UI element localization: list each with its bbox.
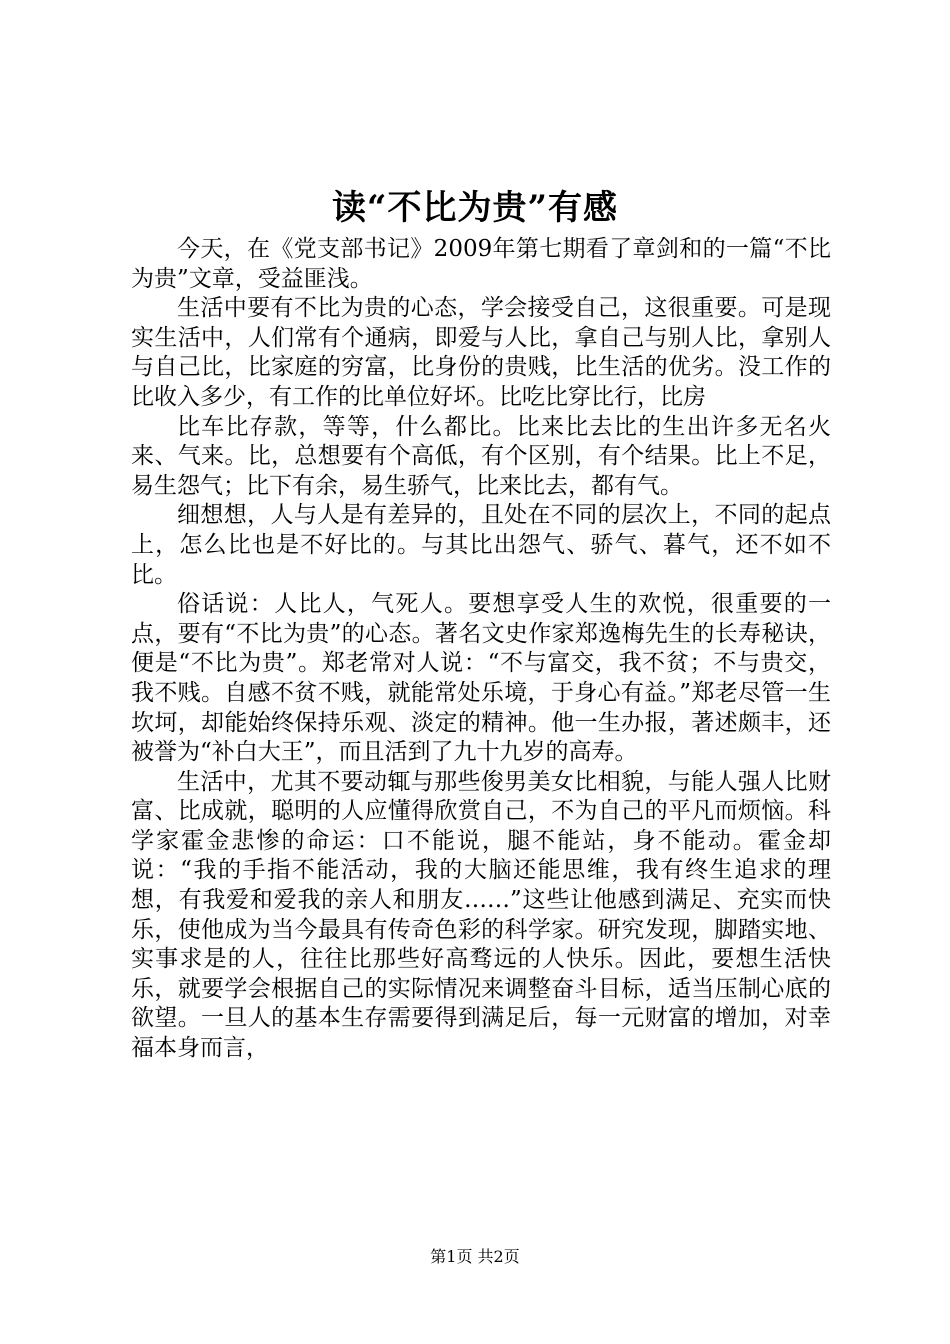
paragraph: 比车比存款，等等，什么都比。比来比去比的生出许多无名火来、气来。比，总想要有个高低，有个区别，有个结果。比上不足，易生怨气；比下有余，易生骄气，比来比去，都有气。 <box>131 413 831 499</box>
paragraph: 生活中，尤其不要动辄与那些俊男美女比相貌，与能人强人比财富、比成就，聪明的人应懂得欣赏自己，不为自己的平凡而烦恼。科学家霍金悲惨的命运：口不能说，腿不能站，身不能动。霍金却说：“我的手指不能活动，我的大脑还能思维，我有终生追求的理想，有我爱和爱我的亲人和朋友……”这些让他感到满足、充实而快乐，使他成为当今最具有传奇色彩的科学家。研究发现，脚踏实地、实事求是的人，往往比那些好高骛远的人快乐。因此，要想生活快乐，就要学会根据自己的实际情况来调整奋斗目标，适当压制心底的欲望。一旦人的基本生存需要得到满足后，每一元财富的增加，对幸福本身而言， <box>131 768 831 1062</box>
paragraph: 生活中要有不比为贵的心态，学会接受自己，这很重要。可是现实生活中，人们常有个通病，即爱与人比，拿自己与别人比，拿别人与自己比，比家庭的穷富，比身份的贵贱，比生活的优劣。没工作的比收入多少，有工作的比单位好坏。比吃比穿比行，比房 <box>131 295 831 410</box>
page-footer: 第1页 共2页 <box>430 1247 520 1266</box>
document-body <box>131 235 831 1064</box>
paragraph: 细想想，人与人是有差异的，且处在不同的层次上，不同的起点上，怎么比也是不好比的。与其比出怨气、骄气、暮气，还不如不比。 <box>131 502 831 588</box>
paragraph: 今天，在《党支部书记》2009年第七期看了章剑和的一篇“不比为贵”文章，受益匪浅。 <box>131 236 831 292</box>
document-title: 读“不比为贵”有感 <box>331 188 619 228</box>
paragraph: 俗话说：人比人，气死人。要想享受人生的欢悦，很重要的一点，要有“不比为贵”的心态。著名文史作家郑逸梅先生的长寿秘诀，便是“不比为贵”。郑老常对人说：“不与富交，我不贫；不与贵交，我不贱。自感不贫不贱，就能常处乐境，于身心有益。”郑老尽管一生坎坷，却能始终保持乐观、淡定的精神。他一生办报，著述颇丰，还被誉为“补白大王”，而且活到了九十九岁的高寿。 <box>131 591 831 766</box>
